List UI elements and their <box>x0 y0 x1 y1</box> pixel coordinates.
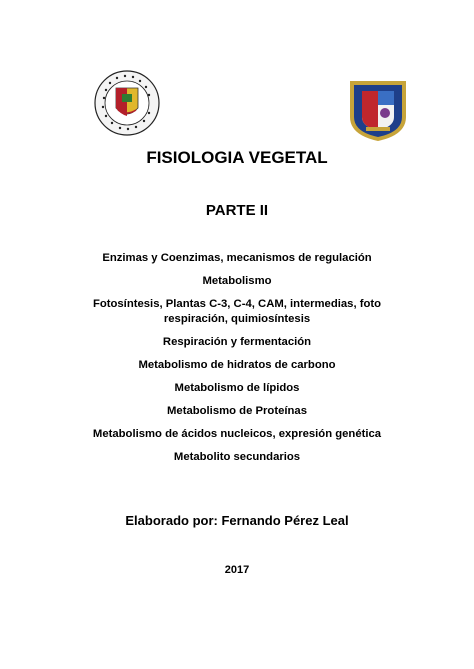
author-line: Elaborado por: Fernando Pérez Leal <box>125 513 349 528</box>
topic-item: Enzimas y Coenzimas, mecanismos de regulación <box>102 252 372 264</box>
year: 2017 <box>224 564 250 576</box>
topic-item: Metabolismo de ácidos nucleicos, expresión genética <box>92 428 382 440</box>
document-subtitle: PARTE II <box>205 202 269 219</box>
topic-item: Metabolismo de Proteínas <box>167 405 307 417</box>
topic-item: Respiración y fermentación <box>162 336 312 348</box>
topic-item: Metabolismo de lípidos <box>174 382 300 394</box>
topic-item: Metabolismo <box>202 275 272 287</box>
faculty-shield-icon <box>348 77 408 143</box>
document-title: FISIOLOGIA VEGETAL <box>146 148 328 167</box>
topic-item: Fotosíntesis, Plantas C-3, C-4, CAM, intermedias, foto respiración, quimiosíntesis <box>92 298 382 325</box>
topic-item: Metabolito secundarios <box>173 451 301 463</box>
topic-item: Metabolismo de hidratos de carbono <box>138 359 336 371</box>
university-seal-icon <box>94 70 160 136</box>
topic-list <box>80 251 394 473</box>
